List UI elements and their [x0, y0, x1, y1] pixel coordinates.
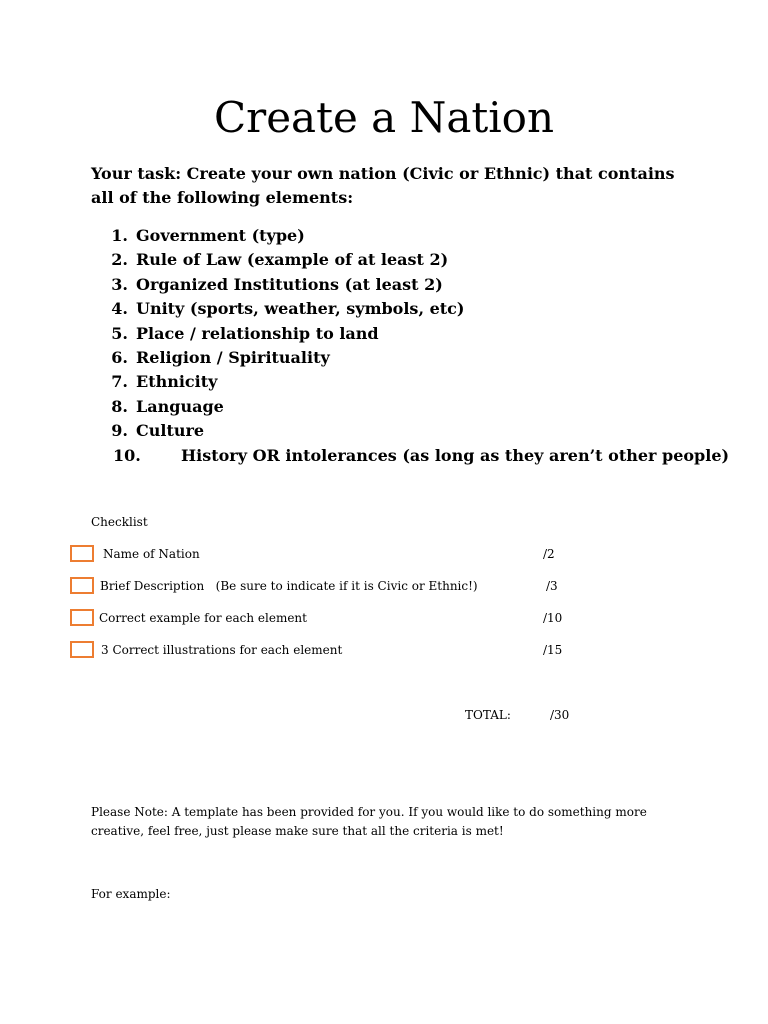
checkbox[interactable] — [70, 577, 94, 594]
list-item-text: Rule of Law (example of at least 2) — [136, 250, 449, 270]
task-description: Your task: Create your own nation (Civic or Ethnic) that contains all of the following elements: — [91, 164, 675, 207]
list-item-number: 9. — [111, 421, 128, 441]
checklist-item-score: /2 — [543, 547, 555, 561]
checklist-item-score: /3 — [546, 579, 558, 593]
list-item-number: 1. — [111, 226, 128, 245]
list-item-number: 10. — [113, 445, 141, 465]
list-item-number: 8. — [111, 396, 128, 416]
note-text: Please Note: A template has been provided for you. If you would like to do something more creative, feel free, just please make sure that all the criteria is met! — [91, 805, 647, 838]
checklist-item-label: Correct example for each element — [99, 611, 307, 625]
checklist-item-label: Brief Description (Be sure to indicate if it is Civic or Ethnic!) — [100, 579, 478, 593]
list-item-number: 2. — [111, 250, 128, 270]
list-item-text: Unity (sports, weather, symbols, etc) — [136, 299, 465, 319]
example-label: For example: — [91, 887, 171, 901]
list-item-text: Government (type) — [136, 226, 305, 245]
checkbox[interactable] — [70, 609, 94, 626]
checkbox[interactable] — [70, 641, 94, 658]
checklist-row-example — [0, 609, 768, 633]
list-item-text: Place / relationship to land — [136, 323, 379, 343]
checklist-item-label: 3 Correct illustrations for each element — [101, 643, 343, 657]
checkbox[interactable] — [70, 545, 94, 562]
checklist-row-name — [0, 545, 768, 569]
list-item-text: Organized Institutions (at least 2) — [136, 274, 443, 294]
checklist-item-score: /15 — [543, 643, 563, 657]
list-item-text: Culture — [136, 421, 205, 441]
checklist-item-label: Name of Nation — [103, 547, 200, 561]
list-item-number: 4. — [111, 299, 128, 319]
checklist-row-description — [0, 577, 768, 601]
list-item-text: Religion / Spirituality — [136, 347, 330, 367]
list-item-number: 7. — [111, 372, 128, 392]
list-item-number: 6. — [111, 347, 128, 367]
total-label: TOTAL: — [465, 708, 511, 722]
list-item-number: 3. — [111, 274, 128, 294]
page-title: Create a Nation — [213, 93, 555, 142]
list-item-number: 5. — [111, 323, 128, 343]
checklist-row-illustrations — [0, 641, 768, 665]
checklist-heading: Checklist — [91, 515, 148, 529]
list-item-text: Ethnicity — [136, 372, 218, 392]
list-item-text: History OR intolerances (as long as they aren’t other people) — [181, 445, 730, 465]
checklist-item-score: /10 — [543, 611, 563, 625]
list-item-text: Language — [136, 396, 224, 416]
total-score: /30 — [550, 708, 570, 722]
